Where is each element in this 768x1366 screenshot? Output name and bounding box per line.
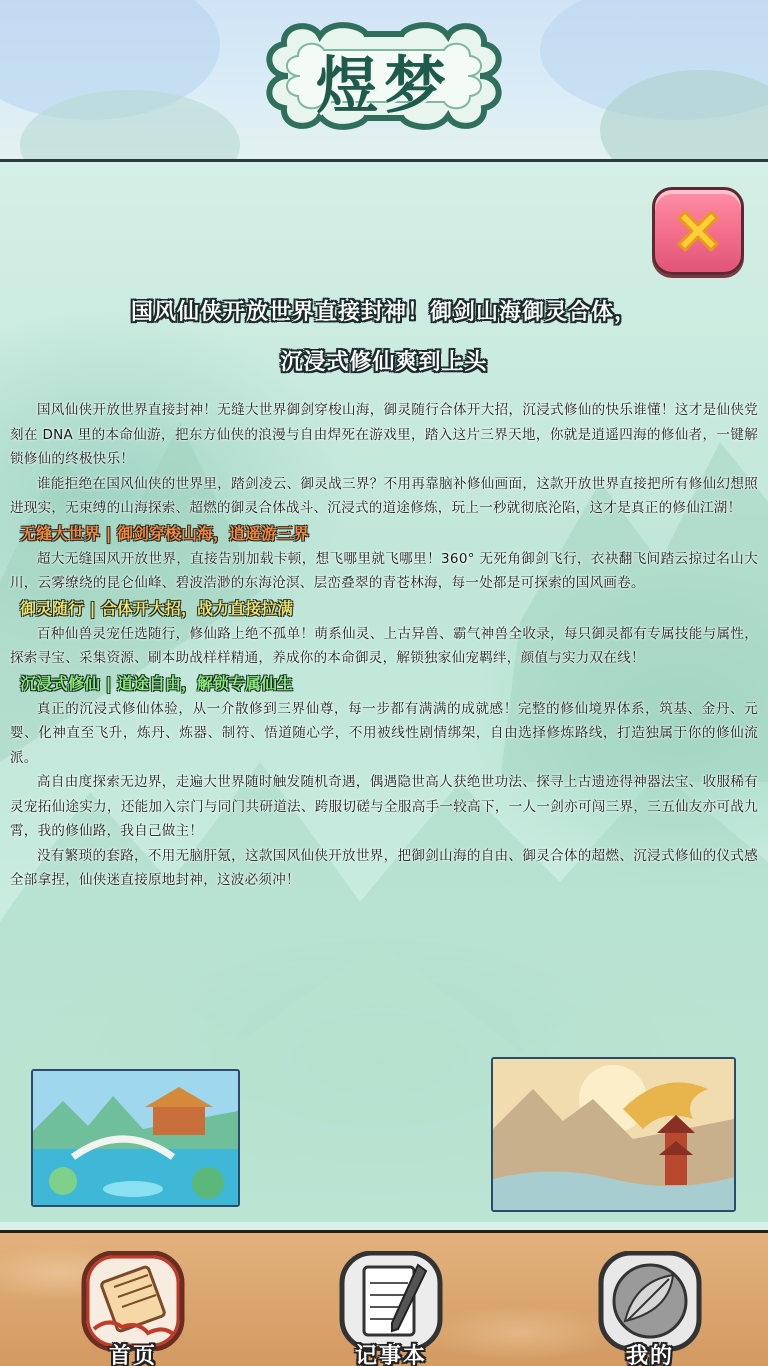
section-paragraph: 高自由度探索无边界，走遍大世界随时触发随机奇遇，偶遇隐世高人获绝世功法、探寻上古遗迹得神器法宝、收服稀有灵宠拓仙途实力，还能加入宗门与同门共研道法、跨服切磋与全服高手一较高下，一人一剑亦可闯三界，三五仙友亦可战九霄，我的修仙路，我自己做主！ [10, 774, 758, 839]
section-title-spirit: 御灵随行 | 合体开大招，战力直接拉满 [20, 598, 293, 618]
app-title-plaque [258, 14, 510, 138]
section-paragraph: 百种仙兽灵宠任选随行，修仙路上绝不孤单！萌系仙灵、上古异兽、霸气神兽全收录，每只御灵都有专属技能与属性，探索寻宝、采集资源、刷本助战样样精通，养成你的本命御灵，解锁独家仙宠羁绊，颜值与实力双在线！ [10, 625, 758, 666]
section-title-cultivation: 沉浸式修仙 | 道途自由，解锁专属仙生 [20, 673, 293, 693]
article-content [0, 288, 768, 893]
article-body [10, 398, 758, 893]
nav-notebook[interactable] [336, 1251, 446, 1366]
close-x-icon [671, 204, 725, 258]
notebook-icon [336, 1251, 446, 1351]
close-button[interactable] [652, 187, 744, 275]
intro-paragraph: 国风仙侠开放世界直接封神！无缝大世界御剑穿梭山海，御灵随行合体开大招，沉浸式修仙的快乐谁懂！这才是仙侠党刻在 DNA 里的本命仙游，把东方仙侠的浪漫与自由焊死在游戏里，踏入这片三界天地，你就是逍遥四海的修仙者，一键解锁修仙的终极快乐！ [10, 402, 758, 467]
scroll-icon [78, 1251, 188, 1351]
nav-notebook-label: 记事本 [354, 1344, 427, 1366]
article-headline: 国风仙侠开放世界直接封神！御剑山海御灵合体， [130, 300, 637, 325]
section-paragraph: 真正的沉浸式修仙体验，从一介散修到三界仙尊，每一步都有满满的成就感！完整的修仙境界体系，筑基、金丹、元婴、化神直至飞升，炼丹、炼器、制符、悟道随心学，不用被线性剧情绑架，自由选择修炼路线，打造独属于你的修仙流派。 [10, 700, 758, 766]
section-title-world: 无缝大世界 | 御剑穿梭山海，逍遥游三界 [20, 523, 309, 543]
section-paragraph: 超大无缝国风开放世界，直接告别加载卡顿，想飞哪里就飞哪里！360° 无死角御剑飞行，衣袂翻飞间踏云掠过名山大川，云雾缭绕的昆仑仙峰、碧波浩渺的东海沧溟、层峦叠翠的青苍林海，每一处都是可探索的国风画卷。 [10, 550, 758, 591]
landscape-image [33, 1071, 238, 1205]
leaf-profile-icon [595, 1251, 705, 1351]
nav-home-label: 首页 [108, 1344, 157, 1366]
nav-profile[interactable] [595, 1251, 705, 1366]
article-page [0, 162, 768, 1230]
nav-home[interactable] [78, 1251, 188, 1366]
landscape-image [493, 1059, 734, 1210]
illustration-dragon-pagoda [491, 1057, 736, 1212]
intro-paragraph: 谁能拒绝在国风仙侠的世界里，踏剑凌云、御灵战三界？不用再靠脑补修仙画面，这款开放世界直接把所有修仙幻想照进现实，无束缚的山海探索、超燃的御灵合体战斗、沉浸式的道途修炼，玩上一秒就彻底沦陷，这才是真正的修仙江湖！ [10, 475, 758, 516]
illustration-lake-bridge [31, 1069, 240, 1207]
app-title: 煜梦 [315, 49, 452, 122]
header-bar [0, 0, 768, 162]
bottom-nav-bar [0, 1230, 768, 1366]
nav-profile-label: 我的 [625, 1344, 674, 1366]
section-paragraph: 没有繁琐的套路，不用无脑肝氪，这款国风仙侠开放世界，把御剑山海的自由、御灵合体的超燃、沉浸式修仙的仪式感全部拿捏，仙侠迷直接原地封神，这波必须冲！ [10, 847, 758, 888]
article-headline-line2: 沉浸式修仙爽到上头 [280, 350, 488, 375]
